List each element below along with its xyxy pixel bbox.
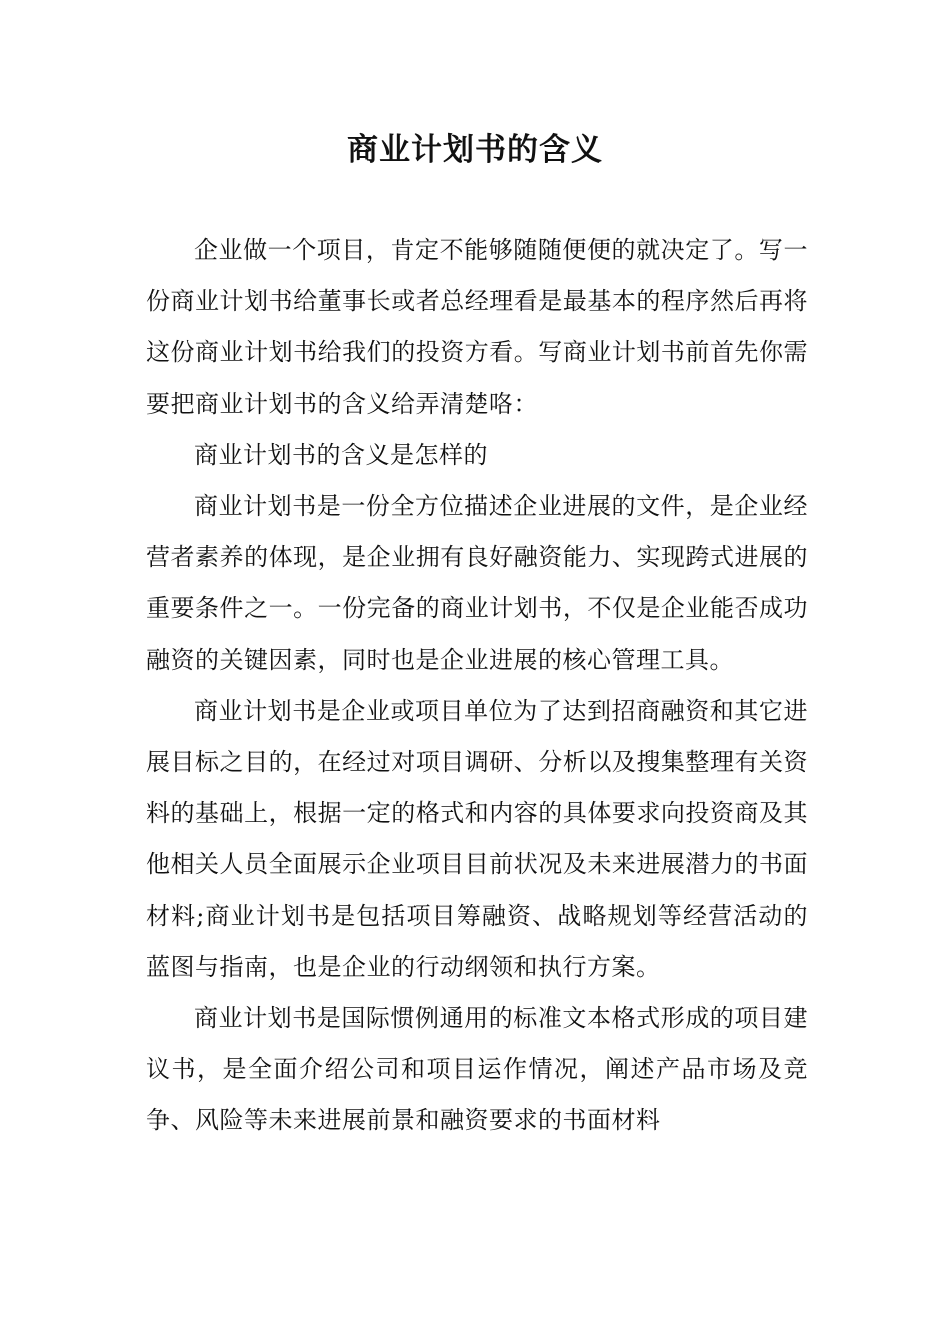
paragraph-purpose: 商业计划书是企业或项目单位为了达到招商融资和其它进展目标之目的，在经过对项目调研、分析以及搜集整理有关资料的基础上，根据一定的格式和内容的具体要求向投资商及其他相关人员全面展示企业项目目前状况及未来进展潜力的书面材料;商业计划书是包括项目筹融资、战略规划等经营活动的蓝图与指南，也是企业的行动纲领和执行方案。 xyxy=(146,696,808,981)
document-body xyxy=(146,225,808,1147)
paragraph-definition: 商业计划书是一份全方位描述企业进展的文件，是企业经营者素养的体现，是企业拥有良好融资能力、实现跨式进展的重要条件之一。一份完备的商业计划书，不仅是企业能否成功融资的关键因素，同时也是企业进展的核心管理工具。 xyxy=(146,492,808,674)
paragraph-subheading: 商业计划书的含义是怎样的 xyxy=(194,440,488,469)
paragraph-standard: 商业计划书是国际惯例通用的标准文本格式形成的项目建议书，是全面介绍公司和项目运作情况，阐述产品市场及竞争、风险等未来进展前景和融资要求的书面材料 xyxy=(146,1004,808,1135)
paragraph-intro: 企业做一个项目，肯定不能够随随便便的就决定了。写一份商业计划书给董事长或者总经理看是最基本的程序然后再将这份商业计划书给我们的投资方看。写商业计划书前首先你需要把商业计划书的含义给弄清楚咯： xyxy=(146,236,808,418)
document-title: 商业计划书的含义 xyxy=(347,132,603,168)
